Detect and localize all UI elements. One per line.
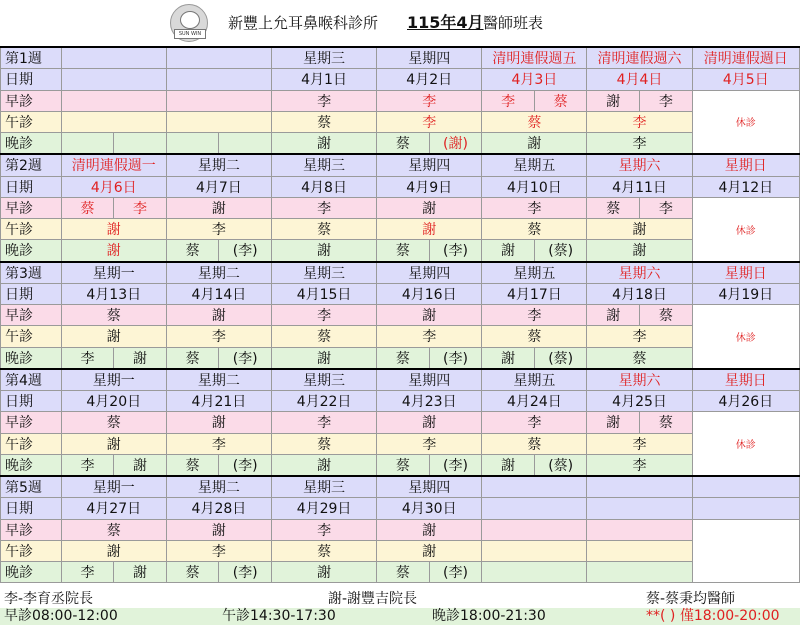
schedule-cell: 李: [482, 90, 535, 111]
schedule-cell: 李: [61, 454, 114, 476]
schedule-cell: 星期三: [271, 154, 376, 176]
schedule-cell: 蔡: [482, 433, 587, 454]
clinic-name: 新豐上允耳鼻喉科診所: [228, 14, 379, 32]
schedule-cell: (李): [219, 454, 272, 476]
schedule-cell: 蔡: [166, 240, 219, 262]
schedule-cell: 李: [587, 454, 692, 476]
schedule-cell: 清明連假週五: [482, 47, 587, 69]
schedule-cell: 蔡: [166, 347, 219, 369]
schedule-cell: 4月28日: [166, 498, 271, 519]
schedule-cell: 蔡: [271, 111, 376, 132]
row-label: 第3週: [1, 262, 62, 284]
schedule-cell: (李): [429, 562, 482, 583]
row-label: 午診: [1, 433, 62, 454]
schedule-cell: 蔡: [271, 326, 376, 347]
schedule-cell: 蔡: [482, 326, 587, 347]
schedule-cell: 4月19日: [692, 283, 799, 304]
row-pm: [1, 111, 800, 132]
schedule-cell: 4月8日: [271, 176, 376, 197]
schedule-cell: [587, 540, 692, 561]
row-label: 第4週: [1, 369, 62, 391]
schedule-cell: 謝: [61, 219, 166, 240]
schedule-cell: 謝: [587, 305, 640, 326]
schedule-cell: 星期二: [166, 369, 271, 391]
schedule-cell: [61, 90, 166, 111]
row-wk: [1, 154, 800, 176]
schedule-cell: (李): [429, 240, 482, 262]
schedule-cell: [166, 111, 271, 132]
schedule-cell: 星期二: [166, 476, 271, 498]
row-am: [1, 90, 800, 111]
schedule-cell: (李): [429, 347, 482, 369]
row-label: 早診: [1, 197, 62, 218]
schedule-cell: 謝: [166, 305, 271, 326]
schedule-cell: 清明連假週六: [587, 47, 692, 69]
row-label: 日期: [1, 69, 62, 90]
row-label: 午診: [1, 219, 62, 240]
schedule-cell: 謝: [271, 454, 376, 476]
row-label: 晚診: [1, 347, 62, 369]
schedule-cell: [61, 111, 166, 132]
schedule-cell: 李: [166, 540, 271, 561]
schedule-cell: 李: [482, 412, 587, 433]
schedule-cell: 蔡: [377, 133, 430, 155]
afternoon-hours: 午診14:30-17:30: [222, 608, 336, 624]
schedule-cell: 4月6日: [61, 176, 166, 197]
schedule-cell: 謝: [377, 219, 482, 240]
schedule-cell: 清明連假週日: [692, 47, 799, 69]
schedule-cell: 4月18日: [587, 283, 692, 304]
row-dt: [1, 391, 800, 412]
row-label: 午診: [1, 111, 62, 132]
schedule-cell: 謝: [166, 519, 271, 540]
schedule-cell: 4月16日: [377, 283, 482, 304]
schedule-cell: 李: [114, 197, 167, 218]
schedule-cell: 謝: [61, 433, 166, 454]
schedule-cell: 4月21日: [166, 391, 271, 412]
schedule-cell: 蔡: [377, 454, 430, 476]
schedule-cell: 謝: [114, 454, 167, 476]
schedule-cell: 謝: [61, 326, 166, 347]
schedule-cell: 蔡: [377, 240, 430, 262]
schedule-cell: 李: [587, 111, 692, 132]
schedule-cell: 星期六: [587, 262, 692, 284]
schedule-footer: [0, 591, 800, 625]
schedule-cell: 蔡: [482, 111, 587, 132]
schedule-cell: 李: [482, 305, 587, 326]
schedule-cell: [61, 69, 166, 90]
schedule-cell: 謝: [587, 412, 640, 433]
schedule-cell: 蔡: [166, 562, 219, 583]
schedule-cell: 蔡: [61, 519, 166, 540]
schedule-cell: 李: [377, 111, 482, 132]
row-am: [1, 519, 800, 540]
schedule-cell: [482, 498, 587, 519]
schedule-cell: 謝: [61, 540, 166, 561]
schedule-cell: 李: [61, 347, 114, 369]
schedule-cell: [692, 498, 799, 519]
schedule-cell: 李: [377, 326, 482, 347]
schedule-cell: 蔡: [166, 454, 219, 476]
row-label: 午診: [1, 326, 62, 347]
schedule-cell: 謝: [61, 240, 166, 262]
schedule-cell: 蔡: [377, 347, 430, 369]
row-label: 日期: [1, 283, 62, 304]
row-label: 午診: [1, 540, 62, 561]
schedule-cell: 4月30日: [377, 498, 482, 519]
schedule-cell: (李): [219, 240, 272, 262]
schedule-cell: 星期一: [61, 369, 166, 391]
schedule-cell: 星期六: [587, 369, 692, 391]
schedule-cell: 謝: [377, 540, 482, 561]
schedule-cell: 蔡: [61, 197, 114, 218]
schedule-cell: 4月4日: [587, 69, 692, 90]
schedule-cell: 謝: [587, 90, 640, 111]
row-am: [1, 197, 800, 218]
schedule-cell: 李: [61, 562, 114, 583]
schedule-cell: 謝: [587, 240, 692, 262]
schedule-cell: [166, 90, 271, 111]
row-wk: [1, 262, 800, 284]
row-pm: [1, 219, 800, 240]
schedule-cell: [587, 498, 692, 519]
schedule-cell: 4月11日: [587, 176, 692, 197]
doctor-legend: [0, 591, 800, 608]
schedule-cell: 4月13日: [61, 283, 166, 304]
schedule-cell: 星期五: [482, 262, 587, 284]
row-ev: [1, 347, 800, 369]
schedule-cell: [61, 47, 166, 69]
schedule-cell: 李: [166, 326, 271, 347]
schedule-cell: 蔡: [587, 197, 640, 218]
row-ev: [1, 133, 800, 155]
row-pm: [1, 433, 800, 454]
schedule-cell: 星期五: [482, 369, 587, 391]
schedule-cell: 李: [482, 197, 587, 218]
morning-hours: 早診08:00-12:00: [4, 608, 118, 624]
schedule-cell: 蔡: [482, 219, 587, 240]
schedule-cell: 蔡: [271, 433, 376, 454]
row-label: 第2週: [1, 154, 62, 176]
schedule-cell: 謝: [271, 133, 376, 155]
evening-note: **( ) 僅18:00-20:00: [646, 608, 780, 624]
schedule-cell: 星期二: [166, 262, 271, 284]
row-label: 早診: [1, 519, 62, 540]
row-label: 早診: [1, 90, 62, 111]
schedule-cell: 謝: [482, 347, 535, 369]
row-dt: [1, 69, 800, 90]
schedule-cell: [587, 519, 692, 540]
row-label: 早診: [1, 305, 62, 326]
schedule-cell: 蔡: [587, 347, 692, 369]
schedule-cell: (李): [219, 347, 272, 369]
logo-mascot-icon: [180, 11, 200, 29]
schedule-cell: 星期三: [271, 369, 376, 391]
schedule-cell: 謝: [271, 347, 376, 369]
schedule-cell: 李: [587, 433, 692, 454]
schedule-cell: 謝: [377, 305, 482, 326]
schedule-cell: 星期四: [377, 262, 482, 284]
schedule-cell: 4月27日: [61, 498, 166, 519]
schedule-cell: 4月29日: [271, 498, 376, 519]
row-label: 日期: [1, 498, 62, 519]
schedule-cell: 星期二: [166, 154, 271, 176]
schedule-cell: [482, 476, 587, 498]
schedule-cell: 星期日: [692, 369, 799, 391]
schedule-cell: 4月20日: [61, 391, 166, 412]
schedule-cell: (李): [429, 454, 482, 476]
schedule-cell: 蔡: [377, 562, 430, 583]
row-label: 早診: [1, 412, 62, 433]
row-label: 日期: [1, 176, 62, 197]
row-ev: [1, 562, 800, 583]
schedule-cell: 謝: [482, 240, 535, 262]
schedule-cell: [692, 519, 799, 583]
schedule-cell: 4月3日: [482, 69, 587, 90]
schedule-cell: 蔡: [534, 90, 587, 111]
schedule-cell: 星期三: [271, 476, 376, 498]
closed-cell: 休診: [692, 197, 799, 261]
schedule-cell: (蔡): [534, 347, 587, 369]
schedule-cell: 謝: [166, 412, 271, 433]
row-pm: [1, 326, 800, 347]
schedule-cell: (蔡): [534, 454, 587, 476]
schedule-cell: 4月24日: [482, 391, 587, 412]
row-am: [1, 305, 800, 326]
schedule-cell: 蔡: [640, 305, 693, 326]
closed-cell: 休診: [692, 305, 799, 369]
schedule-cell: 星期三: [271, 262, 376, 284]
clinic-logo: [170, 4, 208, 42]
schedule-cell: 謝: [114, 347, 167, 369]
schedule-cell: [114, 133, 167, 155]
page-header: [0, 0, 800, 46]
schedule-cell: 4月25日: [587, 391, 692, 412]
schedule-cell: 星期五: [482, 154, 587, 176]
schedule-cell: [587, 476, 692, 498]
schedule-cell: 謝: [377, 519, 482, 540]
schedule-cell: (謝): [429, 133, 482, 155]
row-label: 第5週: [1, 476, 62, 498]
schedule-cell: 星期六: [587, 154, 692, 176]
doctor-schedule-table: [0, 46, 800, 583]
row-wk: [1, 476, 800, 498]
schedule-cell: 星期四: [377, 47, 482, 69]
schedule-cell: 星期四: [377, 154, 482, 176]
schedule-cell: 謝: [377, 197, 482, 218]
schedule-cell: [61, 133, 114, 155]
schedule-cell: (李): [219, 562, 272, 583]
row-label: 第1週: [1, 47, 62, 69]
schedule-cell: 星期日: [692, 154, 799, 176]
schedule-cell: [166, 69, 271, 90]
schedule-cell: 4月17日: [482, 283, 587, 304]
schedule-cell: 4月9日: [377, 176, 482, 197]
schedule-cell: [482, 540, 587, 561]
schedule-cell: 星期四: [377, 369, 482, 391]
schedule-cell: 謝: [271, 240, 376, 262]
schedule-cell: 李: [166, 219, 271, 240]
schedule-cell: 李: [271, 412, 376, 433]
schedule-cell: 4月7日: [166, 176, 271, 197]
schedule-cell: 蔡: [61, 412, 166, 433]
schedule-cell: 4月10日: [482, 176, 587, 197]
schedule-cell: [482, 562, 587, 583]
row-ev: [1, 454, 800, 476]
schedule-cell: 蔡: [271, 219, 376, 240]
closed-cell: 休診: [692, 412, 799, 476]
schedule-cell: 謝: [482, 133, 587, 155]
schedule-cell: 李: [640, 90, 693, 111]
schedule-cell: 李: [166, 433, 271, 454]
closed-cell: 休診: [692, 90, 799, 154]
schedule-cell: 星期一: [61, 262, 166, 284]
schedule-cell: 李: [271, 519, 376, 540]
row-label: 晚診: [1, 562, 62, 583]
row-label: 晚診: [1, 454, 62, 476]
schedule-cell: 李: [271, 197, 376, 218]
row-dt: [1, 176, 800, 197]
schedule-cell: 星期四: [377, 476, 482, 498]
schedule-cell: [587, 562, 692, 583]
row-am: [1, 412, 800, 433]
row-label: 晚診: [1, 133, 62, 155]
schedule-cell: 蔡: [640, 412, 693, 433]
evening-hours: 晚診18:00-21:30: [432, 608, 546, 624]
schedule-cell: 4月12日: [692, 176, 799, 197]
schedule-cell: 李: [587, 326, 692, 347]
schedule-month: 115年4月: [407, 13, 484, 32]
row-pm: [1, 540, 800, 561]
schedule-cell: 4月14日: [166, 283, 271, 304]
legend-cai: 蔡-蔡秉均醫師: [646, 591, 736, 607]
schedule-cell: 蔡: [271, 540, 376, 561]
schedule-cell: [219, 133, 272, 155]
schedule-cell: 謝: [114, 562, 167, 583]
schedule-cell: 清明連假週一: [61, 154, 166, 176]
schedule-cell: 4月5日: [692, 69, 799, 90]
schedule-cell: 星期日: [692, 262, 799, 284]
schedule-cell: 李: [377, 90, 482, 111]
schedule-cell: 4月1日: [271, 69, 376, 90]
schedule-cell: 星期三: [271, 47, 376, 69]
schedule-cell: 李: [640, 197, 693, 218]
schedule-cell: 謝: [587, 219, 692, 240]
row-wk: [1, 369, 800, 391]
schedule-cell: (蔡): [534, 240, 587, 262]
schedule-cell: 李: [377, 433, 482, 454]
schedule-cell: 4月26日: [692, 391, 799, 412]
row-dt: [1, 283, 800, 304]
schedule-cell: 蔡: [61, 305, 166, 326]
schedule-cell: 4月15日: [271, 283, 376, 304]
hours-legend: [0, 608, 800, 625]
legend-xie: 謝-謝豐吉院長: [328, 591, 418, 607]
schedule-cell: 4月23日: [377, 391, 482, 412]
schedule-cell: 4月22日: [271, 391, 376, 412]
schedule-cell: 謝: [166, 197, 271, 218]
schedule-cell: 4月2日: [377, 69, 482, 90]
schedule-cell: 謝: [482, 454, 535, 476]
schedule-cell: [482, 519, 587, 540]
schedule-cell: 星期一: [61, 476, 166, 498]
legend-li: 李-李育丞院長: [4, 591, 94, 607]
schedule-cell: [692, 476, 799, 498]
schedule-cell: 謝: [271, 562, 376, 583]
logo-text: SUN WIN: [174, 29, 206, 39]
row-label: 日期: [1, 391, 62, 412]
schedule-cell: [166, 133, 219, 155]
schedule-title: 醫師班表: [483, 14, 544, 32]
schedule-cell: 李: [271, 305, 376, 326]
schedule-cell: 李: [587, 133, 692, 155]
row-ev: [1, 240, 800, 262]
row-dt: [1, 498, 800, 519]
row-label: 晚診: [1, 240, 62, 262]
row-wk: [1, 47, 800, 69]
schedule-cell: 李: [271, 90, 376, 111]
schedule-cell: [166, 47, 271, 69]
schedule-cell: 謝: [377, 412, 482, 433]
